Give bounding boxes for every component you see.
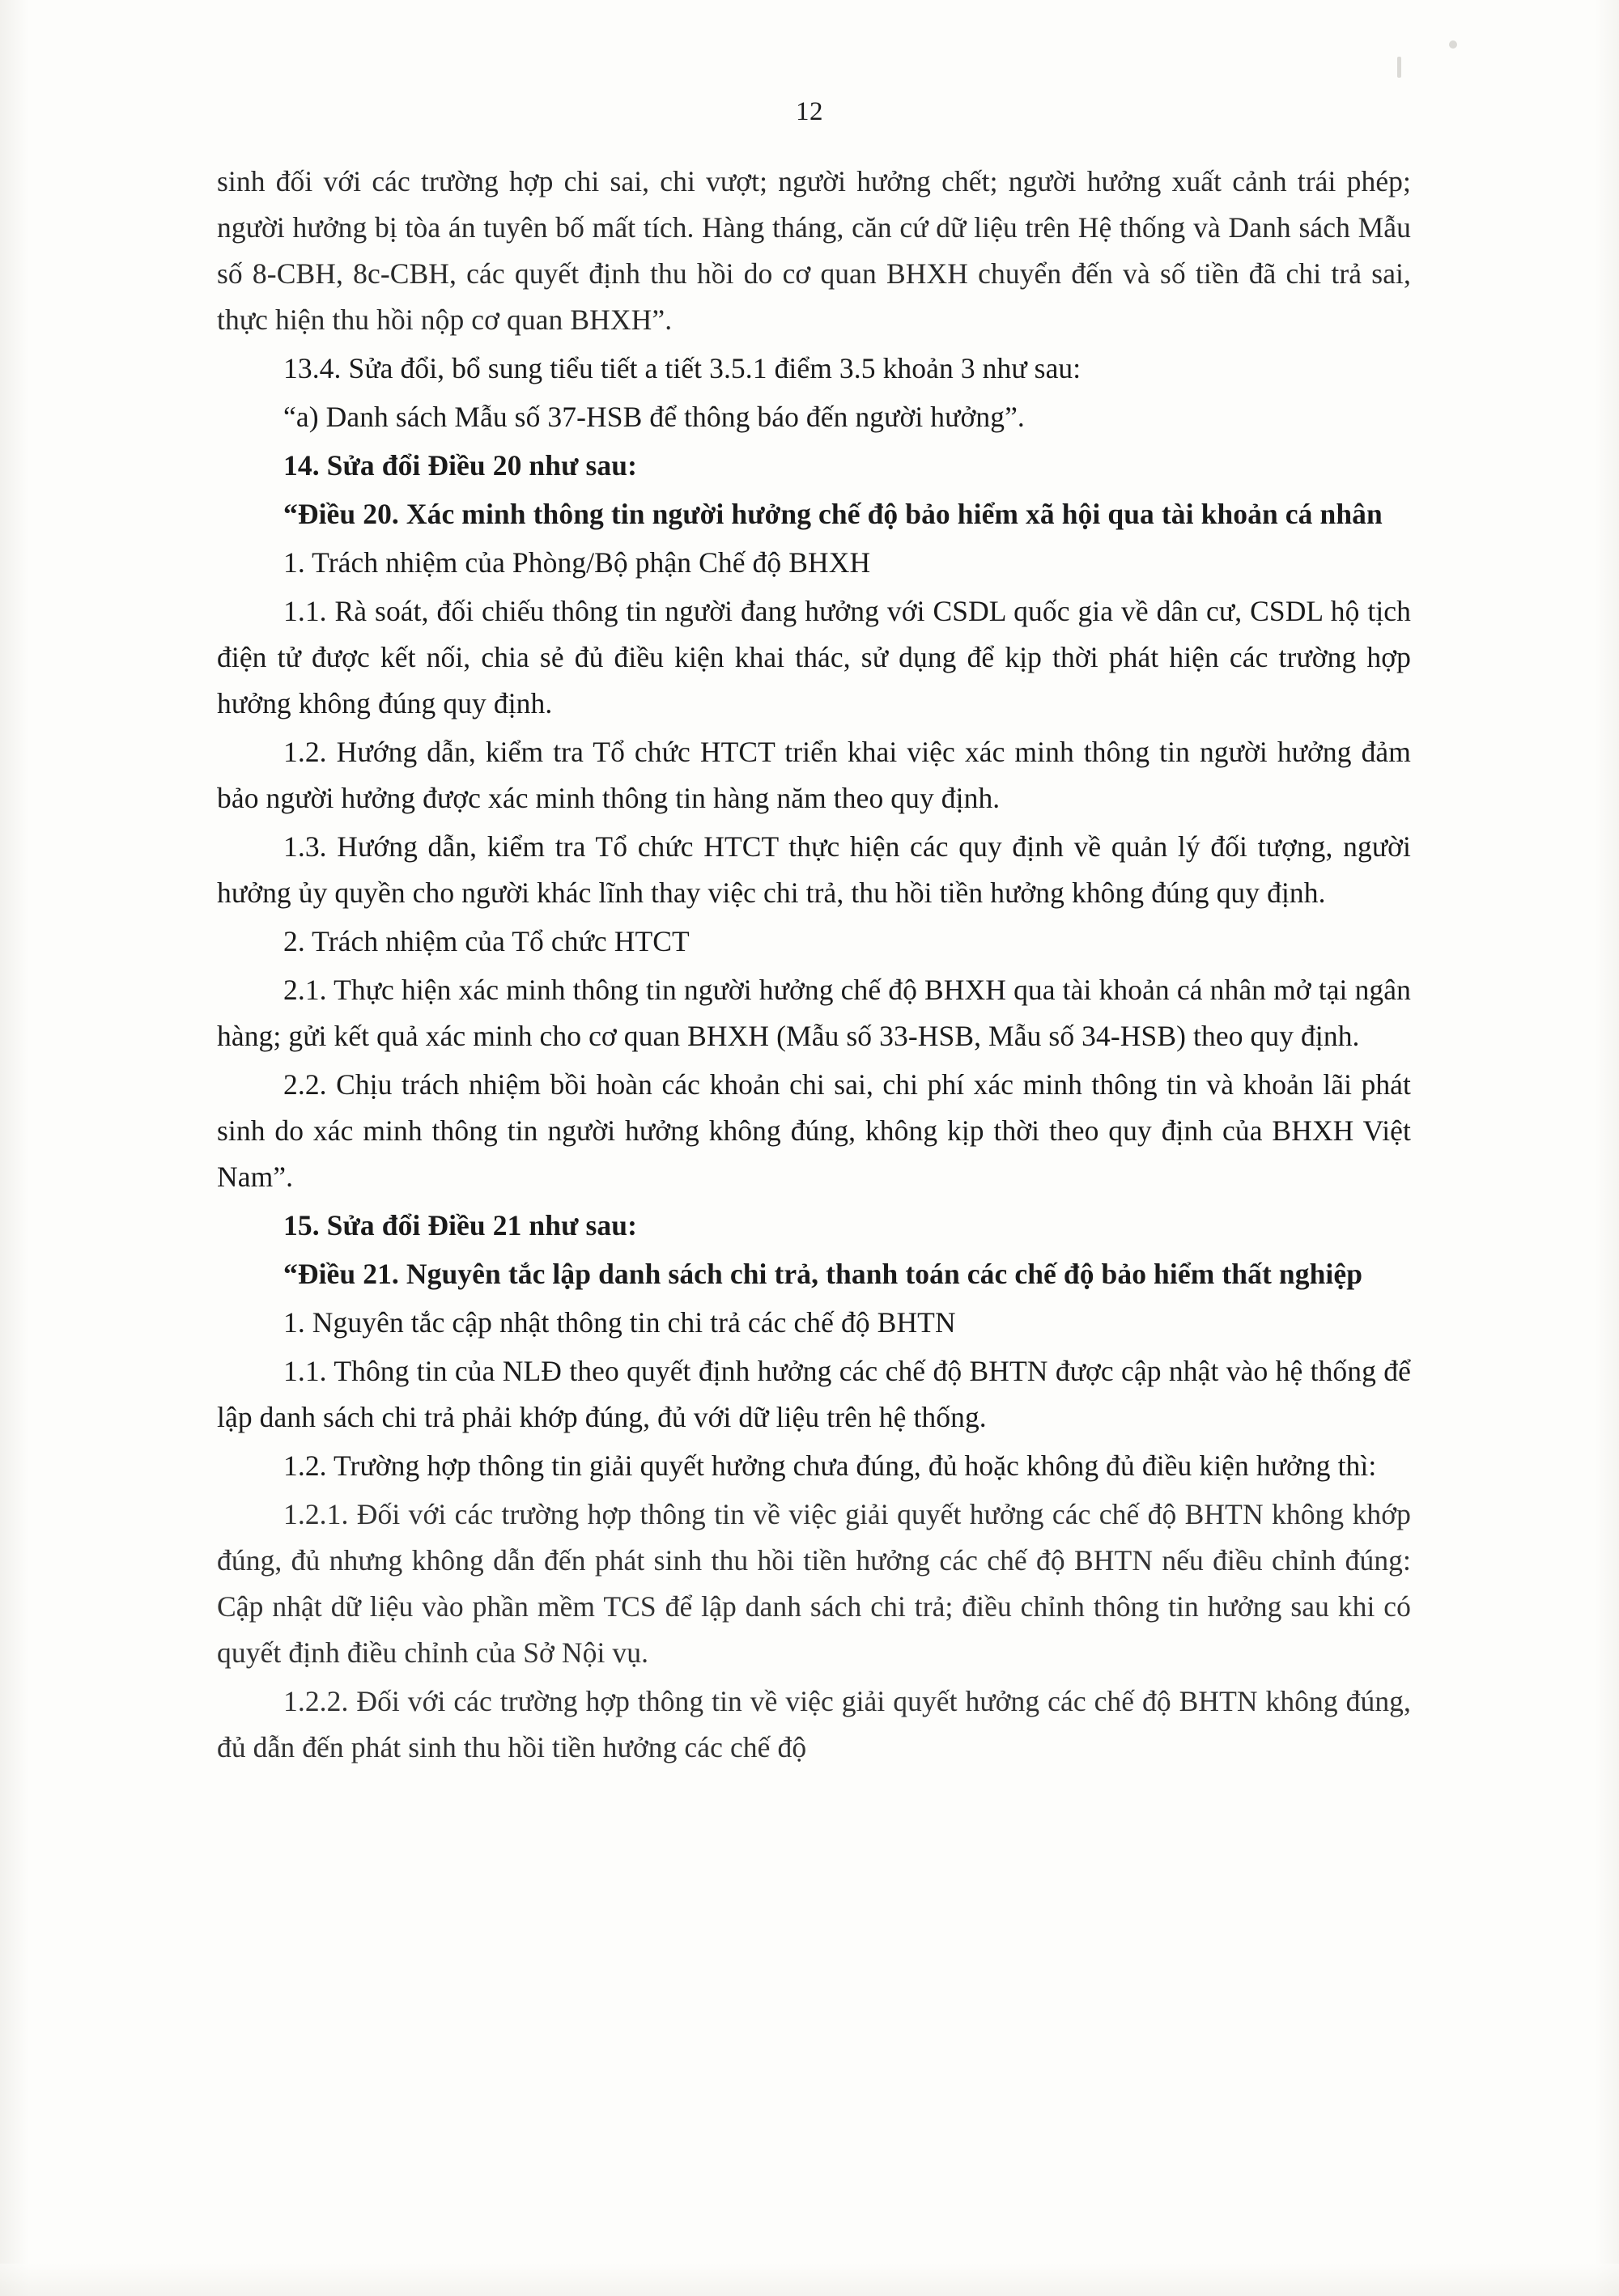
section-heading: 14. Sửa đổi Điều 20 như sau:	[283, 449, 637, 482]
paragraph: 2.1. Thực hiện xác minh thông tin người hưởng chế độ BHXH qua tài khoản cá nhân mở tại ngân hàng; gửi kết quả xác minh cho cơ quan BHXH (Mẫu số 33-HSB, Mẫu số 34-HSB) theo quy định.	[217, 974, 1411, 1052]
paragraph: “a) Danh sách Mẫu số 37-HSB để thông báo đến người hưởng”.	[283, 401, 1025, 433]
scan-speck	[1397, 57, 1401, 78]
scan-edge-right	[1595, 0, 1619, 2296]
article-heading: “Điều 21. Nguyên tắc lập danh sách chi trả, thanh toán các chế độ bảo hiểm thất nghiệp	[283, 1258, 1363, 1290]
paragraph: 1. Trách nhiệm của Phòng/Bộ phận Chế độ BHXH	[283, 546, 871, 579]
paragraph: 1.2.2. Đối với các trường hợp thông tin về việc giải quyết hưởng các chế độ BHTN không đúng, đủ dẫn đến phát sinh thu hồi tiền hưởng các chế độ	[217, 1685, 1411, 1763]
paragraph: 1.2. Hướng dẫn, kiểm tra Tổ chức HTCT triển khai việc xác minh thông tin người hưởng đảm bảo người hưởng được xác minh thông tin hàng năm theo quy định.	[217, 736, 1411, 814]
scan-edge-left	[0, 0, 29, 2296]
page-number: 12	[796, 97, 823, 126]
scan-edge-bottom	[0, 2264, 1619, 2296]
paragraph: 2. Trách nhiệm của Tổ chức HTCT	[283, 925, 690, 957]
paragraph: 1.1. Rà soát, đối chiếu thông tin người đang hưởng với CSDL quốc gia về dân cư, CSDL hộ tịch điện tử được kết nối, chia sẻ đủ điều kiện khai thác, sử dụng để kịp thời phát hiện các trường hợp hưởng không đúng quy định.	[217, 595, 1411, 719]
paragraph: 1.1. Thông tin của NLĐ theo quyết định hưởng các chế độ BHTN được cập nhật vào hệ thống để lập danh sách chi trả phải khớp đúng, đủ với dữ liệu trên hệ thống.	[217, 1355, 1411, 1433]
paragraph: 2.2. Chịu trách nhiệm bồi hoàn các khoản chi sai, chi phí xác minh thông tin và khoản lãi phát sinh do xác minh thông tin người hưởng không đúng, không kịp thời theo quy định của BHXH Việt Nam”.	[217, 1068, 1411, 1193]
paragraph: 1.3. Hướng dẫn, kiểm tra Tổ chức HTCT thực hiện các quy định về quản lý đối tượng, người hưởng ủy quyền cho người khác lĩnh thay việc chi trả, thu hồi tiền hưởng không đúng quy định.	[217, 830, 1411, 909]
document-body	[217, 159, 1411, 1773]
article-heading: “Điều 20. Xác minh thông tin người hưởng chế độ bảo hiểm xã hội qua tài khoản cá nhân	[283, 498, 1383, 530]
paragraph: 1.2. Trường hợp thông tin giải quyết hưởng chưa đúng, đủ hoặc không đủ điều kiện hưởng thì:	[283, 1449, 1377, 1482]
paragraph: 1.2.1. Đối với các trường hợp thông tin về việc giải quyết hưởng các chế độ BHTN không khớp đúng, đủ nhưng không dẫn đến phát sinh thu hồi tiền hưởng các chế độ BHTN nếu điều chỉnh đúng: Cập nhật dữ liệu vào phần mềm TCS để lập danh sách chi trả; điều chỉnh thông tin hưởng sau khi có quyết định điều chỉnh của Sở Nội vụ.	[217, 1498, 1411, 1669]
paragraph: 1. Nguyên tắc cập nhật thông tin chi trả các chế độ BHTN	[283, 1306, 956, 1339]
paragraph: 13.4. Sửa đổi, bổ sung tiểu tiết a tiết 3.5.1 điểm 3.5 khoản 3 như sau:	[283, 352, 1081, 384]
scan-speck	[1449, 40, 1457, 49]
section-heading: 15. Sửa đổi Điều 21 như sau:	[283, 1209, 637, 1241]
paragraph: sinh đối với các trường hợp chi sai, chi vượt; người hưởng chết; người hưởng xuất cảnh trái phép; người hưởng bị tòa án tuyên bố mất tích. Hàng tháng, căn cứ dữ liệu trên Hệ thống và Danh sách Mẫu số 8-CBH, 8c-CBH, các quyết định thu hồi do cơ quan BHXH chuyển đến và số tiền đã chi trả sai, thực hiện thu hồi nộp cơ quan BHXH”.	[217, 165, 1411, 336]
